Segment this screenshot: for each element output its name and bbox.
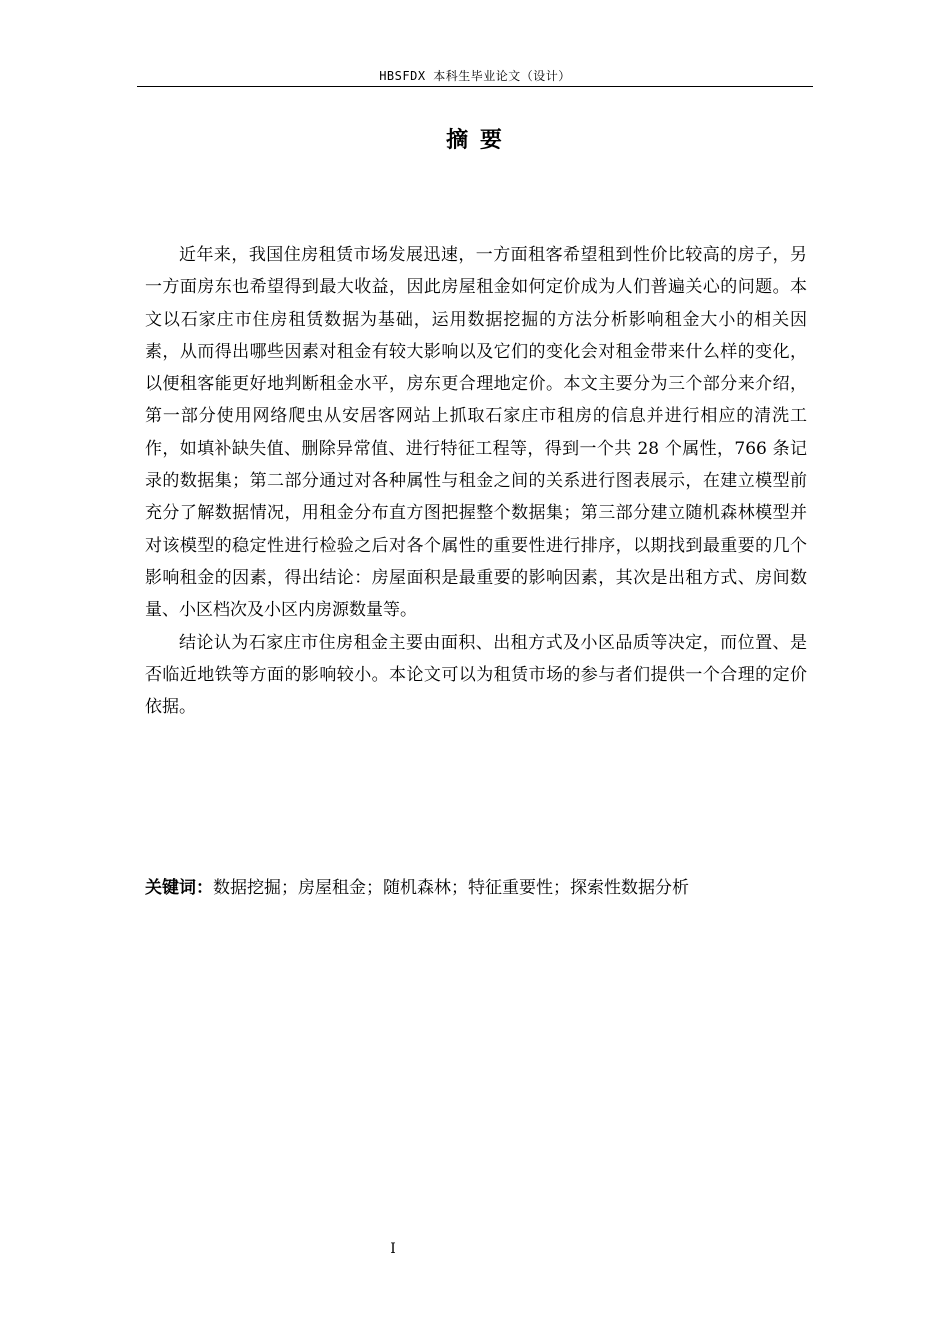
abstract-title: 摘 要 bbox=[446, 128, 504, 153]
page-number: I bbox=[390, 1241, 396, 1257]
keywords-value: 数据挖掘；房屋租金；随机森林；特征重要性；探索性数据分析 bbox=[213, 878, 689, 898]
header-rule bbox=[137, 86, 813, 87]
abstract-paragraph-1: 近年来，我国住房租赁市场发展迅速，一方面租客希望租到性价比较高的房子，另一方面房东也希望得到最大收益，因此房屋租金如何定价成为人们普遍关心的问题。本文以石家庄市住房租赁数据为基础，运用数据挖掘的方法分析影响租金大小的相关因素，从而得出哪些因素对租金有较大影响以及它们的变化会对租金带来什么样的变化，以便租客能更好地判断租金水平，房东更合理地定价。本文主要分为三个部分来介绍，第一部分使用网络爬虫从安居客网站上抓取石家庄市租房的信息并进行相应的清洗工作，如填补缺失值、删除异常值、进行特征工程等，得到一个共 28 个属性，766 条记录的数据集；第二部分通过对各种属性与租金之间的关系进行图表展示，在建立模型前充分了解数据情况，用租金分布直方图把握整个数据集；第三部分建立随机森林模型并对该模型的稳定性进行检验之后对各个属性的重要性进行排序，以期找到最重要的几个影响租金的因素，得出结论：房屋面积是最重要的影响因素，其次是出租方式、房间数量、小区档次及小区内房源数量等。 bbox=[145, 245, 807, 621]
running-header: HBSFDX 本科生毕业论文（设计） bbox=[379, 69, 571, 83]
keywords-label: 关键词： bbox=[145, 878, 213, 898]
keywords-line bbox=[145, 874, 807, 902]
abstract-body bbox=[145, 239, 807, 723]
abstract-paragraph-2: 结论认为石家庄市住房租金主要由面积、出租方式及小区品质等决定，而位置、是否临近地铁等方面的影响较小。本论文可以为租赁市场的参与者们提供一个合理的定价依据。 bbox=[145, 632, 807, 718]
